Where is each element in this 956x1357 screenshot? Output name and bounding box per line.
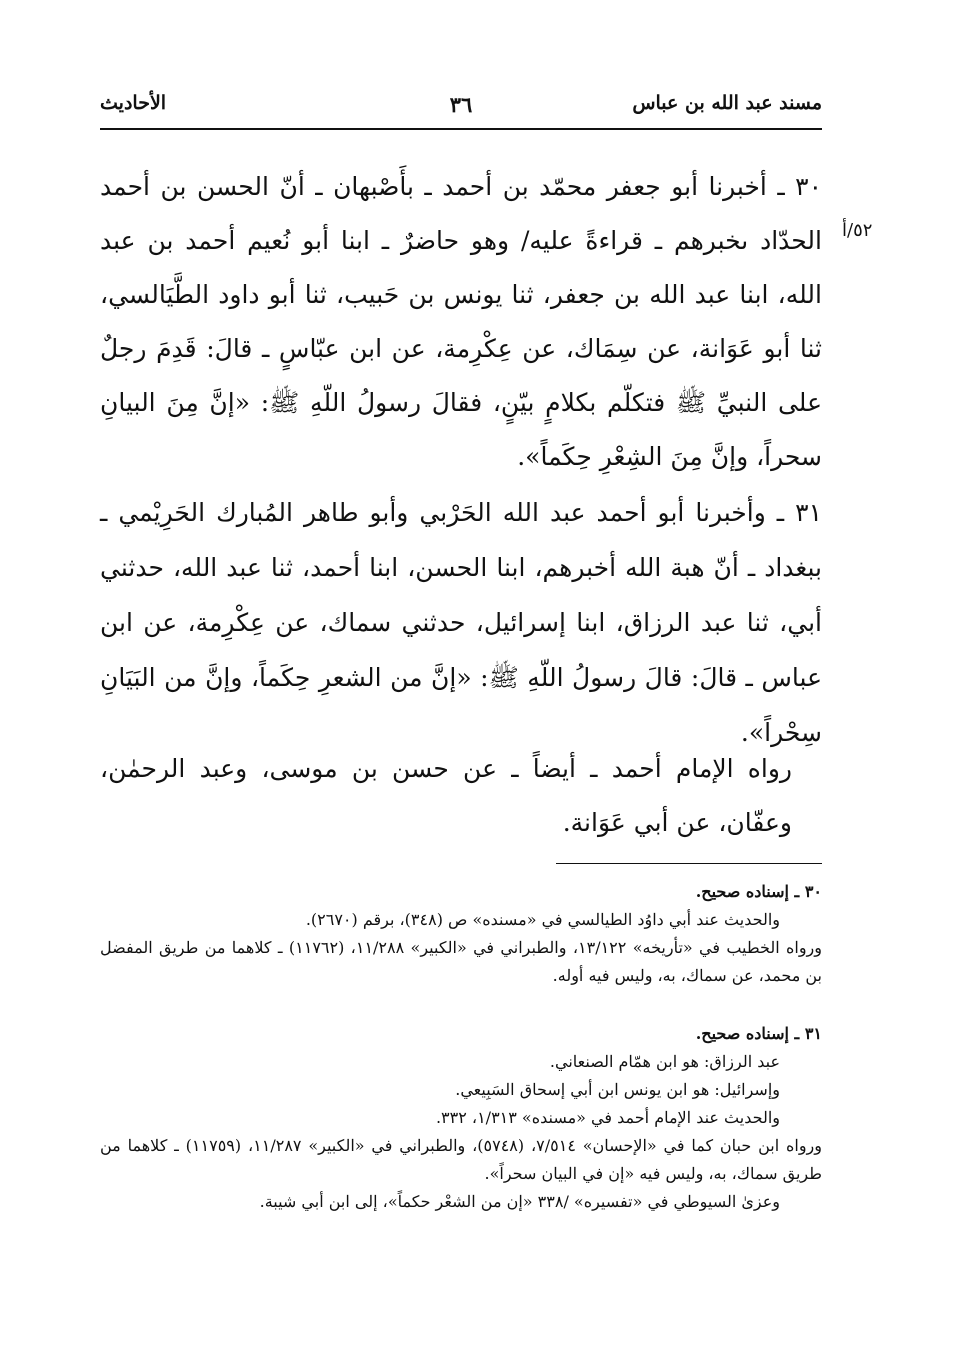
section-title: الأحاديث (100, 92, 167, 114)
footnote-31-line: والحديث عند الإمام أحمد في «مسنده» ١/٣١٣، ٣٣٢. (435, 1108, 780, 1127)
footnote-30-line: والحديث عند أبي داوُد الطيالسي في «مسنده» ص (٣٤٨)، برقم (٢٦٧٠). (305, 910, 780, 929)
footnote-30 (100, 878, 822, 990)
page-number: ٣٦ (449, 92, 473, 117)
book-title: مسند عبد الله بن عباس (632, 92, 822, 114)
hadith-31: ٣١ ـ وأخبرنا أبو أحمد عبد الله الحَرْبي وأبو طاهر المُبارك الحَرِيْمي ـ ببغداد ـ أنّ هبة الله أخبرهم، ابنا الحسن، ابنا أحمد، ثنا عبد الله، حدثني أبي، ثنا عبد الرزاق، ابنا إسرائيل، حدثني سماك، عن عِكْرِمة، عن ابن عباس ـ قالَ: قالَ رسولُ اللّهِ ﷺ: «إنَّ من الشعرِ حِكَماً، وإنَّ من البَيَانِ سِحْراً». (100, 498, 822, 747)
footnote-divider (556, 863, 822, 864)
footnote-31-line: وعزىٰ السيوطي في «تفسيره» /٣٣٨ «إن من الشعْر حكماً»، إلى ابن أبي شيبة. (259, 1192, 780, 1211)
narration-note: رواه الإمام أحمد ـ أيضاً ـ عن حسن بن موسى، وعبد الرحمٰن، وعفّان، عن أبي عَوَانة. (100, 754, 792, 837)
footnote-30-line: ورواه الخطيب في «تأريخه» ١٣/١٢٢، والطبراني في «الكبير» ١١/٢٨٨، (١١٧٦٢) ـ كلاهما من طريق المفضل بن محمد، عن سماك، به، وليس فيه أوله. (100, 938, 823, 985)
footnote-31-line: عبد الرزاق: هو ابن همّام الصنعاني. (549, 1052, 780, 1071)
manuscript-folio-reference: ٥٢/أ (842, 220, 873, 241)
running-header (100, 92, 822, 122)
footnote-30-heading: ٣٠ ـ إسناده صحيح. (695, 882, 822, 901)
footnote-31 (100, 1020, 822, 1216)
header-divider (100, 128, 822, 130)
hadith-30: ٣٠ ـ أخبرنا أبو جعفر محمّد بن أحمد ـ بأَصْبهان ـ أنّ الحسن بن أحمد الحدّاد ىخبرهم ـ قراءةً عليه/ وهو حاضرٌ ـ ابنا أبو نُعيم أحمد بن عبد الله، ابنا عبد الله بن جعفر، ثنا يونس بن حَبيب، ثنا أبو داود الطَّيَالسي، ثنا أبو عَوَانة، عن سِمَاك، عن عِكْرِمة، عن ابن عبّاسٍ ـ قالَ: قَدِمَ رجلٌ على النبيِّ ﷺ فتكلّم بكلامٍ بيّنٍ، فقالَ رسولُ اللّهِ ﷺ: «إنَّ مِنَ البيانِ سحراً، وإنَّ مِنَ الشِعْرِ حِكَماً». (100, 172, 822, 471)
footnote-31-line: وإسرائيل: هو ابن يونس ابن أبي إسحاق السَبِيعي. (455, 1080, 780, 1099)
footnote-31-heading: ٣١ ـ إسناده صحيح. (695, 1024, 822, 1043)
footnote-31-line: ورواه ابن حبان كما في «الإحسان» ٧/٥١٤، (٥٧٤٨)، والطبراني في «الكبير» ١١/٢٨٧، (١١٧٥٩) ـ كلاهما من طريق سماك، به، وليس فيه «إن في البيان سحراً». (100, 1136, 823, 1183)
